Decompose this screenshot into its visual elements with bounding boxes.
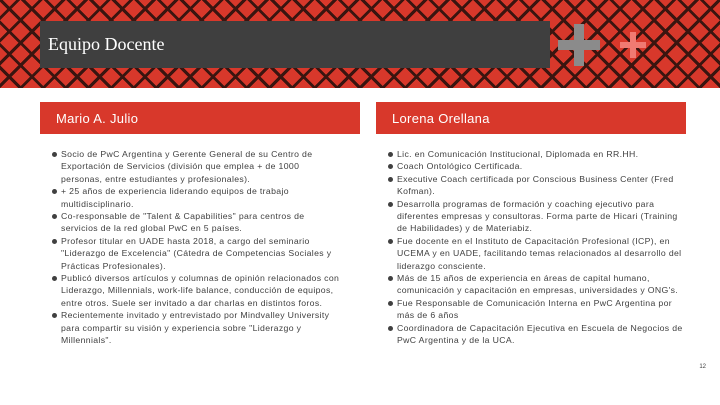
list-item: Fue Responsable de Comunicación Interna en PwC Argentina por más de 6 años bbox=[388, 297, 688, 322]
header-banner bbox=[0, 0, 720, 88]
page-title: Equipo Docente bbox=[48, 34, 165, 54]
bio-list-left bbox=[52, 148, 342, 347]
list-item: Coordinadora de Capacitación Ejecutiva en Escuela de Negocios de PwC Argentina y de la UCA. bbox=[388, 322, 688, 347]
title-box bbox=[40, 21, 550, 68]
list-item: Coach Ontológico Certificada. bbox=[388, 160, 688, 172]
list-item: Fue docente en el Instituto de Capacitación Profesional (ICP), en UCEMA y en UADE, facilitando temas relacionados al desarrollo del liderazgo consciente. bbox=[388, 235, 688, 272]
instructor-name: Lorena Orellana bbox=[392, 110, 490, 126]
list-item: + 25 años de experiencia liderando equipos de trabajo multidisciplinario. bbox=[52, 185, 342, 210]
instructor-name: Mario A. Julio bbox=[56, 110, 139, 126]
list-item: Executive Coach certificada por Conscious Business Center (Fred Kofman). bbox=[388, 173, 688, 198]
name-header-left bbox=[40, 102, 360, 134]
list-item: Lic. en Comunicación Institucional, Diplomada en RR.HH. bbox=[388, 148, 688, 160]
list-item: Recientemente invitado y entrevistado por Mindvalley University para compartir su visión y experiencia sobre "Liderazgo y Millennials". bbox=[52, 309, 342, 346]
plus-icon bbox=[620, 32, 646, 58]
plus-icon bbox=[558, 24, 600, 66]
list-item: Desarrolla programas de formación y coaching ejecutivo para diferentes empresas y consultoras. Forma parte de Hicari (Training de Habilidades) y de Materiabiz. bbox=[388, 198, 688, 235]
list-item: Publicó diversos artículos y columnas de opinión relacionados con Liderazgo, Millennials, work-life balance, conducción de equipos, entre otros. Suele ser invitado a dar charlas en distintos foros. bbox=[52, 272, 342, 309]
name-header-right bbox=[376, 102, 686, 134]
list-item: Más de 15 años de experiencia en áreas de capital humano, comunicación y capacitación en empresas, universidades y ONG's. bbox=[388, 272, 688, 297]
page-number: 12 bbox=[699, 364, 706, 370]
list-item: Co-responsable de "Talent & Capabilities" para centros de servicios de la red global PwC en 5 países. bbox=[52, 210, 342, 235]
list-item: Socio de PwC Argentina y Gerente General de su Centro de Exportación de Servicios (división que emplea + de 1000 personas, entre estudiantes y profesionales). bbox=[52, 148, 342, 185]
bio-list-right bbox=[388, 148, 688, 347]
list-item: Profesor titular en UADE hasta 2018, a cargo del seminario "Liderazgo de Excelencia" (Cátedra de Competencias Sociales y Prácticas Profesionales). bbox=[52, 235, 342, 272]
